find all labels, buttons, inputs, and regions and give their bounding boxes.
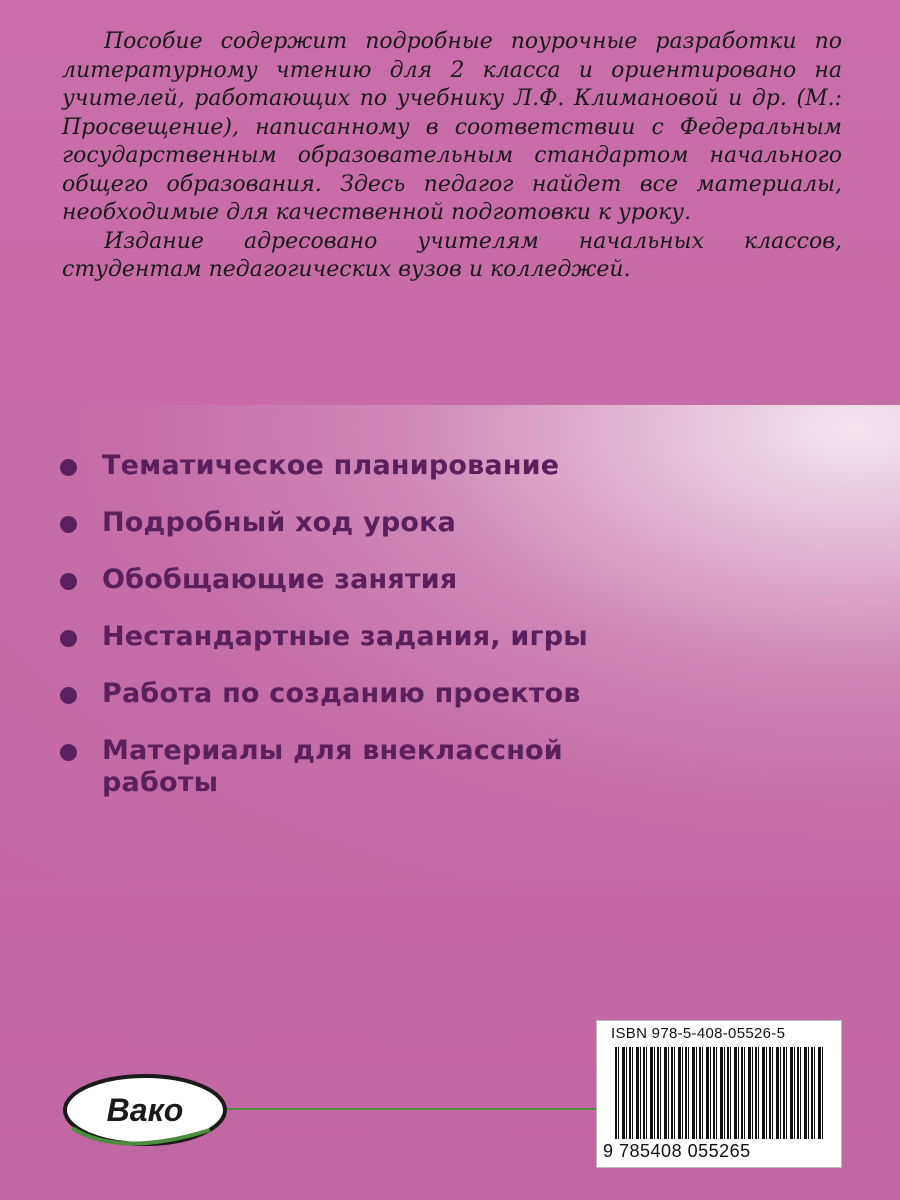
feature-item	[60, 735, 860, 799]
feature-label: Работа по созданию проектов	[102, 678, 581, 709]
bullet-icon	[60, 459, 77, 476]
feature-label: Нестандартные задания, игры	[102, 621, 588, 652]
feature-label: Обобщающие занятия	[102, 564, 458, 595]
publisher-logo	[60, 1068, 235, 1154]
description-text	[62, 28, 842, 285]
description-paragraph-1: Пособие содержит подробные поурочные разработки по литературному чтению для 2 класса и ориентировано на учителей, работающих по учебнику Л.Ф. Климановой и др. (М.: Просвещение), написанному в соответствии с Федеральным государственным образовательным стандартом начального общего образования. Здесь педагог найдет все материалы, необходимые для качественной подготовки к уроку.	[62, 29, 842, 225]
logo-text: Вако	[106, 1092, 184, 1128]
feature-label: Подробный ход урока	[102, 507, 457, 538]
barcode	[596, 1020, 842, 1168]
feature-label: Материалы для внеклассной работы	[102, 735, 563, 798]
barcode-digits: 9 785408 055265	[603, 1141, 751, 1161]
feature-item	[60, 564, 860, 596]
barcode-bars	[615, 1047, 825, 1139]
bullet-icon	[60, 516, 77, 533]
description-paragraph-2: Издание адресовано учителям начальных классов, студентам педагогических вузов и колледжей.	[62, 228, 842, 282]
feature-item	[60, 507, 860, 539]
feature-item	[60, 450, 860, 482]
isbn-label: ISBN 978-5-408-05526-5	[611, 1025, 786, 1042]
bullet-icon	[60, 630, 77, 647]
bullet-icon	[60, 573, 77, 590]
feature-label: Тематическое планирование	[102, 450, 560, 481]
bullet-icon	[60, 744, 77, 761]
features-list	[60, 450, 860, 824]
feature-item	[60, 678, 860, 710]
bullet-icon	[60, 687, 77, 704]
feature-item	[60, 621, 860, 653]
